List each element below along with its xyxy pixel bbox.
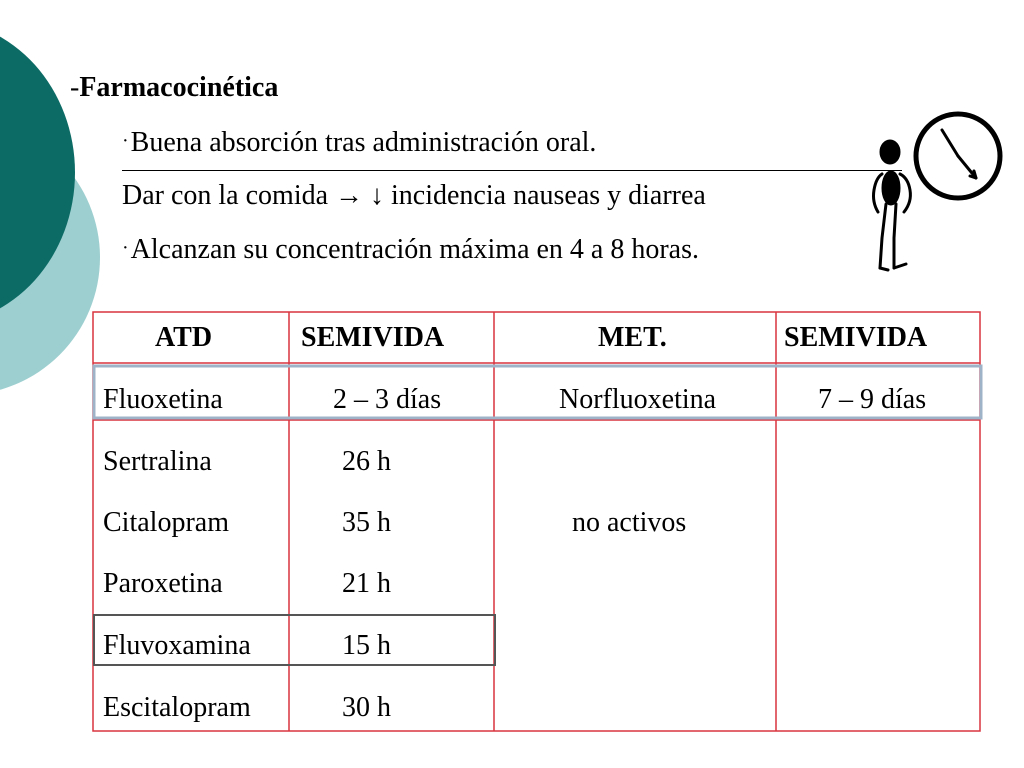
header-atd: ATD [155, 322, 213, 353]
cell-half-life: 2 – 3 días [333, 384, 442, 415]
cell-drug: Fluoxetina [103, 384, 223, 415]
cell-half-life: 30 h [342, 692, 391, 723]
divider-line [122, 170, 902, 171]
cell-half-life: 21 h [342, 568, 391, 599]
text-food-note: Dar con la comida → ↓ incidencia nauseas y diarrea [122, 180, 706, 211]
cell-met-half-life: 7 – 9 días [818, 384, 927, 415]
cell-drug: Citalopram [103, 507, 229, 538]
cell-half-life: 15 h [342, 630, 391, 661]
cell-drug: Escitalopram [103, 692, 251, 723]
stick-figure-with-clock-icon [864, 108, 1008, 276]
cell-metabolite-merged: no activos [572, 507, 687, 538]
cell-drug: Paroxetina [103, 568, 223, 599]
cell-metabolite: Norfluoxetina [559, 384, 717, 415]
cell-drug: Sertralina [103, 446, 212, 477]
bullet-absorption: ·Buena absorción tras administración oral. [122, 127, 597, 158]
header-semivida-met: SEMIVIDA [784, 322, 928, 353]
bullet-max-concentration: ·Alcanzan su concentración máxima en 4 a 8 horas. [122, 234, 699, 265]
cell-drug: Fluvoxamina [103, 630, 251, 661]
header-semivida: SEMIVIDA [301, 322, 445, 353]
cell-half-life: 35 h [342, 507, 391, 538]
cell-half-life: 26 h [342, 446, 391, 477]
header-met: MET. [598, 322, 667, 353]
slide-heading: -Farmacocinética [70, 72, 279, 103]
